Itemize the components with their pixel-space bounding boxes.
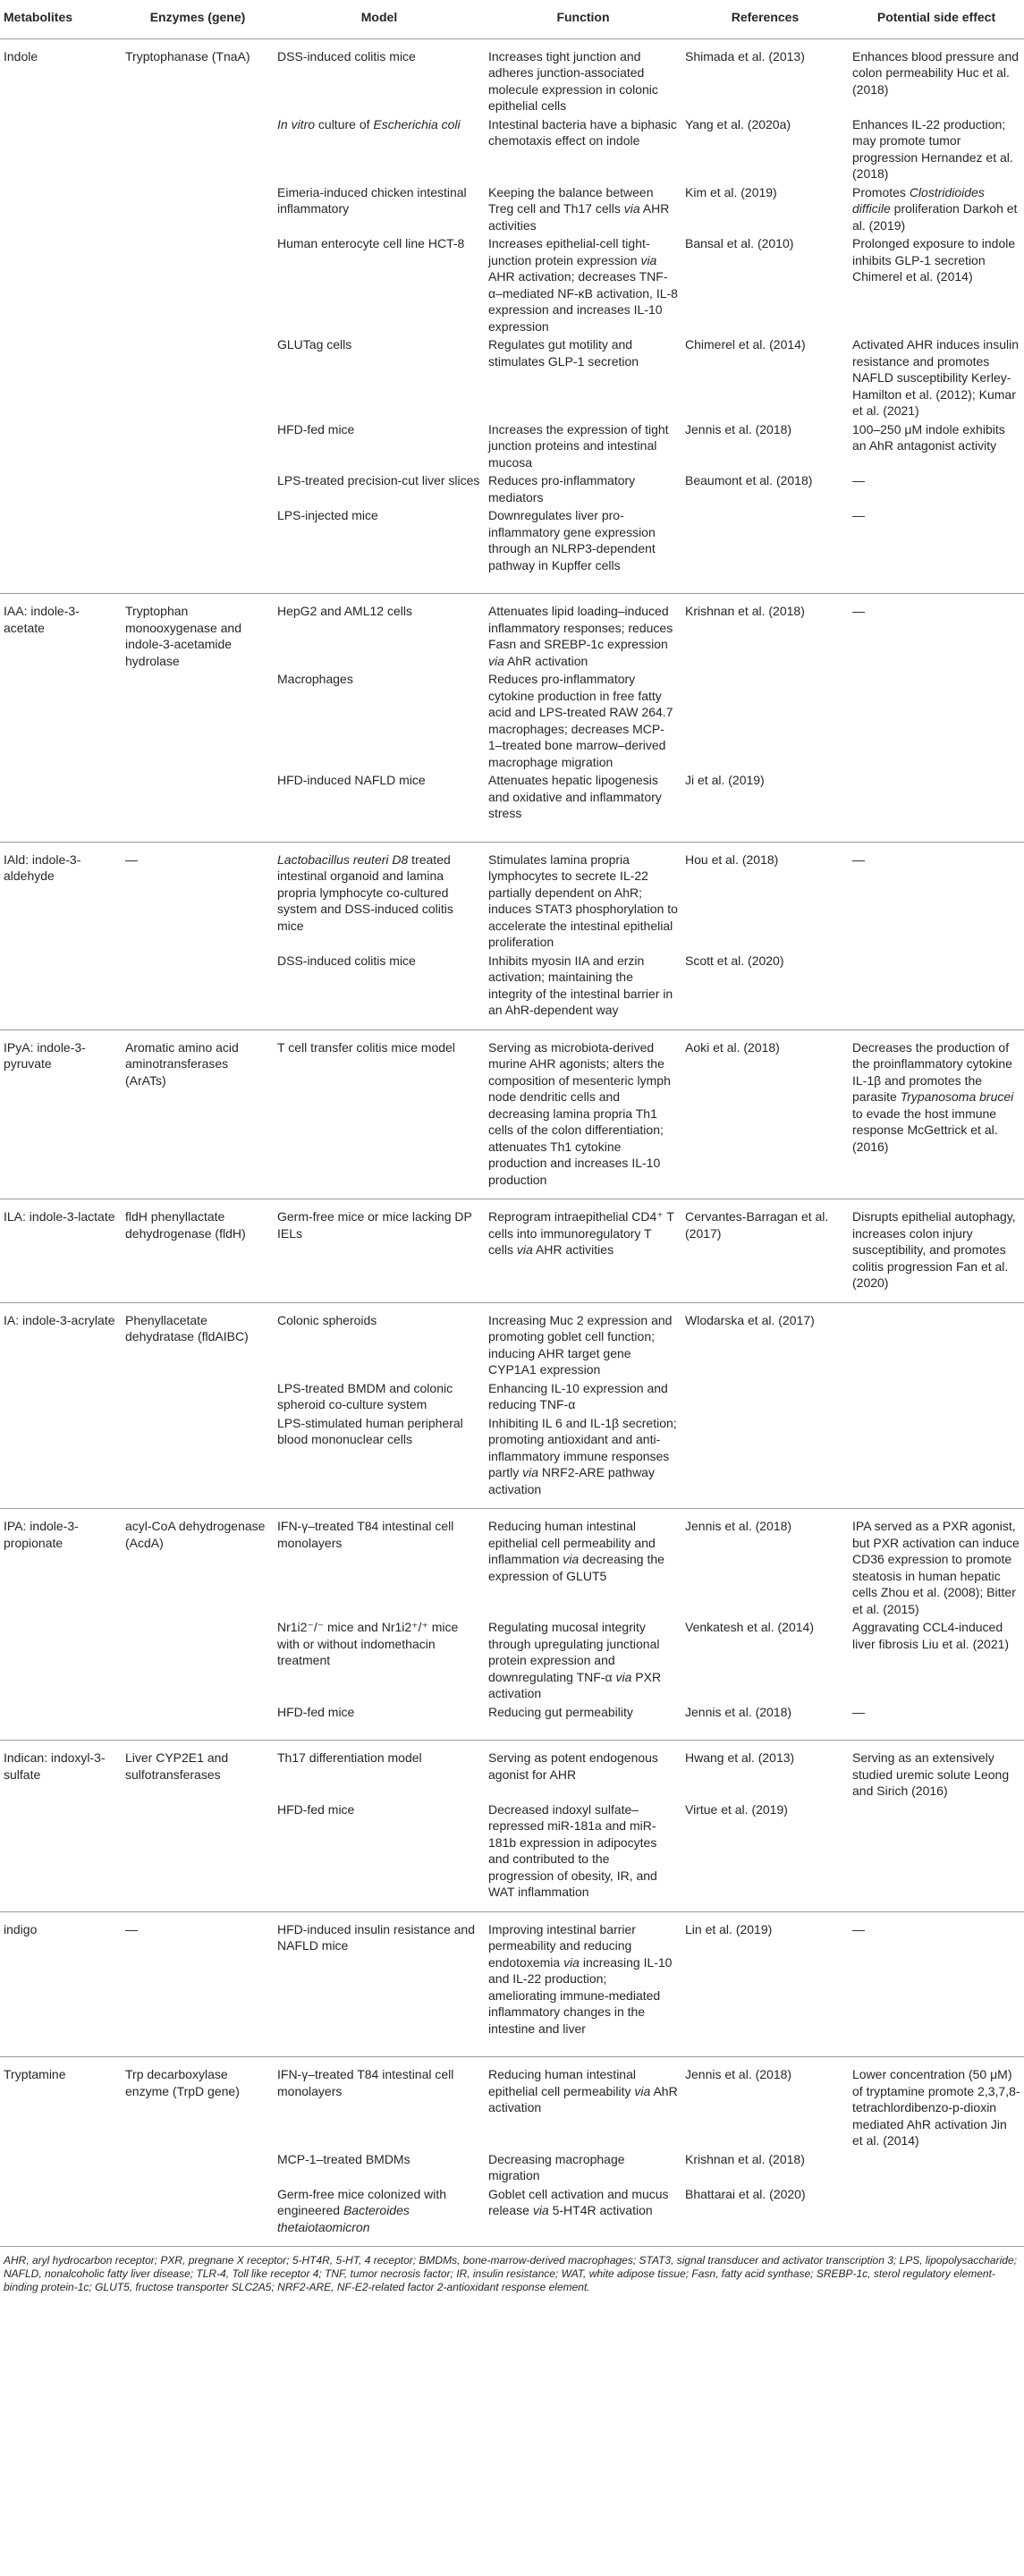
function-cell: Reducing gut permeability xyxy=(485,1702,681,1741)
function-cell: Improving intestinal barrier permeability and reducing endotoxemia via increasing IL-10 and IL-22 production; ameliorating immune-mediated inflammatory changes in the intestine and liver xyxy=(485,1911,681,2057)
table-row xyxy=(0,1702,1024,1741)
model-cell: DSS-induced colitis mice xyxy=(274,951,485,1030)
model-cell: GLUTag cells xyxy=(277,337,352,352)
table-row xyxy=(0,770,1024,842)
enzyme-cell: Phenyllacetate dehydratase (fldAIBC) xyxy=(125,1312,249,1343)
table-row xyxy=(0,1302,1024,1378)
metabolite-cell: Tryptamine xyxy=(4,2067,66,2081)
enzyme-cell: Trp decarboxylase enzyme (TrpD gene) xyxy=(125,2067,240,2098)
metabolite-cell xyxy=(0,1702,122,1741)
enzyme-cell: fldH phenyllactate dehydrogenase (fldH) xyxy=(122,1199,274,1303)
function-cell: Increasing Muc 2 expression and promoting goblet cell function; inducing AHR target gene CYP1A1 expression xyxy=(488,1312,673,1377)
model-cell: HFD-induced insulin resistance and NAFLD mice xyxy=(274,1911,485,2057)
function-cell: Reduces pro-inflammatory cytokine production in free fatty acid and LPS-treated RAW 264.7 macrophages; decreases MCP-1–treated bone marrow–derived macrophage migration xyxy=(488,672,673,769)
metabolite-cell xyxy=(0,951,122,1030)
reference-cell: Hou et al. (2018) xyxy=(685,852,779,867)
reference-cell: Cervantes-Barragan et al. (2017) xyxy=(681,1199,849,1303)
model-cell: LPS-treated precision-cut liver slices xyxy=(277,473,480,487)
table-row xyxy=(0,1378,1024,1413)
side-effect-cell: Aggravating CCL4-induced liver fibrosis Liu et al. (2021) xyxy=(852,1620,1010,1651)
enzyme-cell: Tryptophan monooxygenase and indole-3-acetamide hydrolase xyxy=(125,604,241,668)
side-effect-cell: Enhances IL-22 production; may promote tumor progression Hernandez et al. (2018) xyxy=(852,116,1013,181)
side-effect-cell: Serving as an extensively studied uremic solute Leong and Sirich (2016) xyxy=(852,1750,1010,1798)
side-effect-cell: 100–250 μM indole exhibits an AhR antagonist activity xyxy=(852,421,1005,453)
reference-cell: Krishnan et al. (2018) xyxy=(685,604,805,618)
function-cell: Increases the expression of tight junction proteins and intestinal mucosa xyxy=(488,421,669,470)
reference-cell: Venkatesh et al. (2014) xyxy=(685,1620,814,1634)
reference-cell: Wlodarska et al. (2017) xyxy=(685,1312,815,1327)
metabolite-cell xyxy=(0,669,122,770)
reference-cell: Jennis et al. (2018) xyxy=(685,421,792,436)
table-row xyxy=(0,114,1024,182)
table-row xyxy=(0,842,1024,951)
enzyme-cell xyxy=(122,335,274,419)
metabolite-cell: IAld: indole-3-aldehyde xyxy=(4,852,81,883)
model-cell: Lactobacillus reuteri D8 treated intestinal organoid and lamina propria lymphocyte co-cultured system and DSS-induced colitis mice xyxy=(277,852,453,933)
model-cell: In vitro culture of Escherichia coli xyxy=(277,116,461,131)
enzyme-cell xyxy=(122,2184,274,2247)
metabolite-cell: IA: indole-3-acrylate xyxy=(4,1312,115,1327)
function-cell: Stimulates lamina propria lymphocytes to secrete IL-22 partially dependent on AhR; induces STAT3 phosphorylation to accelerate the intestinal epithelial proliferation xyxy=(488,852,678,949)
table-row xyxy=(0,335,1024,419)
enzyme-cell xyxy=(122,1378,274,1413)
header-enzymes: Enzymes (gene) xyxy=(122,0,274,38)
table-row xyxy=(0,2057,1024,2149)
reference-cell: Scott et al. (2020) xyxy=(681,951,849,1030)
metabolite-cell: ILA: indole-3-lactate xyxy=(0,1199,122,1303)
side-effect-cell xyxy=(849,951,1024,1030)
metabolite-cell: indigo xyxy=(0,1911,122,2057)
table-row xyxy=(0,38,1024,114)
reference-cell: Aoki et al. (2018) xyxy=(681,1030,849,1199)
model-cell: HepG2 and AML12 cells xyxy=(277,604,412,618)
model-cell: HFD-fed mice xyxy=(277,421,355,436)
table-row xyxy=(0,951,1024,1030)
header-side-effect: Potential side effect xyxy=(849,0,1024,38)
function-cell: Enhancing IL-10 expression and reducing TNF-α xyxy=(488,1380,668,1411)
table-row xyxy=(0,1509,1024,1618)
reference-cell: Krishnan et al. (2018) xyxy=(685,2151,805,2166)
side-effect-cell: Enhances blood pressure and colon permeability Huc et al. (2018) xyxy=(852,48,1020,97)
model-cell: Germ-free mice or mice lacking DP IELs xyxy=(274,1199,485,1303)
model-cell: HFD-fed mice xyxy=(274,1702,485,1741)
function-cell: Reducing human intestinal epithelial cell permeability and inflammation via decreasing the expression of GLUT5 xyxy=(488,1519,664,1583)
model-cell: LPS-stimulated human peripheral blood mononuclear cells xyxy=(274,1413,485,1509)
header-row xyxy=(0,0,1024,38)
model-cell: IFN-γ–treated T84 intestinal cell monolayers xyxy=(277,2067,454,2098)
table-row xyxy=(0,669,1024,770)
table-footnote: AHR, aryl hydrocarbon receptor; PXR, pregnane X receptor; 5-HT4R, 5-HT, 4 receptor; BMDMs, bone-marrow-derived macrophages; STAT3, signal transducer and activator transcription 3; LPS, lipopolysaccharide; NAFLD, nonalcoholic fatty liver disease; TLR-4, Toll like receptor 4; TNF, tumor necrosis factor; IR, insulin resistance; WAT, white adipose tissue; Fasn, fatty acid synthase; SREBP-1c, sterol regulatory element-binding protein-1c; GLUT5, fructose transporter SLC2A5; NRF2-ARE, NF-E2-related factor 2-antioxidant response element. xyxy=(4,2254,1017,2293)
metabolite-cell xyxy=(0,505,122,594)
table-row xyxy=(0,2184,1024,2247)
side-effect-cell: Decreases the production of the proinflammatory cytokine IL-1β and promotes the parasite Trypanosoma brucei to evade the host immune response McGettrick et al. (2016) xyxy=(849,1030,1024,1199)
enzyme-cell: Liver CYP2E1 and sulfotransferases xyxy=(125,1750,229,1782)
function-cell: Goblet cell activation and mucus release via 5-HT4R activation xyxy=(485,2184,681,2247)
header-model: Model xyxy=(274,0,485,38)
reference-cell: Shimada et al. (2013) xyxy=(685,48,805,64)
side-effect-cell xyxy=(849,2184,1024,2247)
function-cell: Attenuates lipid loading–induced inflammatory responses; reduces Fasn and SREBP-1c expression via AhR activation xyxy=(488,604,673,668)
function-cell: Serving as potent endogenous agonist for AHR xyxy=(488,1750,658,1782)
table-row xyxy=(0,1617,1024,1702)
model-cell: Eimeria-induced chicken intestinal inflammatory xyxy=(277,184,467,216)
metabolite-cell xyxy=(0,1413,122,1509)
enzyme-cell: — xyxy=(122,1911,274,2057)
reference-cell: Beaumont et al. (2018) xyxy=(685,473,813,487)
reference-cell: Jennis et al. (2018) xyxy=(681,1702,849,1741)
side-effect-cell: — xyxy=(849,1911,1024,2057)
metabolite-cell xyxy=(0,2149,122,2184)
model-cell: Macrophages xyxy=(277,672,353,686)
model-cell: Germ-free mice colonized with engineered Bacteroides thetaiotaomicron xyxy=(274,2184,485,2247)
function-cell: Reducing human intestinal epithelial cell permeability via AhR activation xyxy=(488,2067,678,2114)
reference-cell: Bhattarai et al. (2020) xyxy=(681,2184,849,2247)
side-effect-cell xyxy=(849,1413,1024,1509)
table-row xyxy=(0,1030,1024,1199)
metabolite-cell xyxy=(0,1800,122,1912)
side-effect-cell xyxy=(849,1302,1024,1378)
reference-cell: Lin et al. (2019) xyxy=(681,1911,849,2057)
side-effect-cell: — xyxy=(852,604,865,618)
reference-cell: Virtue et al. (2019) xyxy=(681,1800,849,1912)
table-row xyxy=(0,1800,1024,1912)
side-effect-cell: — xyxy=(849,1702,1024,1741)
side-effect-cell xyxy=(849,669,1024,770)
side-effect-cell xyxy=(849,1378,1024,1413)
metabolite-cell xyxy=(0,2184,122,2247)
metabolite-cell: Indole xyxy=(4,48,38,64)
function-cell: Attenuates hepatic lipogenesis and oxidative and inflammatory stress xyxy=(485,770,681,842)
metabolite-cell xyxy=(0,182,122,234)
side-effect-cell: Activated AHR induces insulin resistance and promotes NAFLD susceptibility Kerley-Hamilton et al. (2012); Kumar et al. (2021) xyxy=(852,337,1019,418)
model-cell: Colonic spheroids xyxy=(277,1312,377,1327)
reference-cell: Hwang et al. (2013) xyxy=(685,1750,795,1765)
function-cell: Inhibits myosin IIA and erzin activation; maintaining the integrity of the intestinal barrier in an AhR-dependent way xyxy=(485,951,681,1030)
side-effect-cell: Prolonged exposure to indole inhibits GLP-1 secretion Chimerel et al. (2014) xyxy=(852,236,1016,284)
model-cell: LPS-treated BMDM and colonic spheroid co-culture system xyxy=(277,1380,453,1411)
reference-cell: Jennis et al. (2018) xyxy=(685,1519,792,1533)
function-cell: Decreasing macrophage migration xyxy=(488,2151,625,2182)
table-row xyxy=(0,1741,1024,1800)
enzyme-cell xyxy=(122,114,274,182)
function-cell: Increases epithelial-cell tight-junction protein expression via AHR activation; decreases TNF-α–mediated NF-κB activation, IL-8 expression and increases IL-10 expression xyxy=(488,236,678,334)
enzyme-cell xyxy=(122,1413,274,1509)
metabolite-cell xyxy=(0,1378,122,1413)
model-cell: T cell transfer colitis mice model xyxy=(274,1030,485,1199)
function-cell: Inhibiting IL 6 and IL-1β secretion; promoting antioxidant and anti-inflammatory immune responses partly via NRF2-ARE pathway activation xyxy=(485,1413,681,1509)
model-cell: Th17 differentiation model xyxy=(277,1750,422,1765)
metabolite-cell: IPA: indole-3-propionate xyxy=(4,1519,79,1550)
table-row xyxy=(0,1413,1024,1509)
table-row xyxy=(0,182,1024,234)
enzyme-cell xyxy=(122,2149,274,2184)
function-cell: Downregulates liver pro-inflammatory gene expression through an NLRP3-dependent pathway in Kupffer cells xyxy=(485,505,681,594)
metabolite-cell xyxy=(0,770,122,842)
table-body xyxy=(0,38,1024,2247)
enzyme-cell xyxy=(122,182,274,234)
side-effect-cell: Lower concentration (50 μM) of tryptamine promote 2,3,7,8-tetrachlordibenzo-p-dioxin mediated AhR activation Jin et al. (2014) xyxy=(852,2067,1020,2148)
enzyme-cell xyxy=(122,419,274,471)
model-cell: HFD-induced NAFLD mice xyxy=(274,770,485,842)
reference-cell: Jennis et al. (2018) xyxy=(685,2067,792,2081)
function-cell: Regulating mucosal integrity through upregulating junctional protein expression and downregulating TNF-α via PXR activation xyxy=(488,1620,662,1700)
metabolite-cell xyxy=(0,233,122,335)
reference-cell xyxy=(681,1413,849,1509)
side-effect-cell xyxy=(849,2149,1024,2184)
side-effect-cell: — xyxy=(852,852,865,867)
reference-cell xyxy=(681,505,849,594)
enzyme-cell xyxy=(122,669,274,770)
table-row xyxy=(0,419,1024,471)
enzyme-cell: acyl-CoA dehydrogenase (AcdA) xyxy=(125,1519,266,1550)
metabolite-cell: IPyA: indole-3-pyruvate xyxy=(0,1030,122,1199)
reference-cell: Ji et al. (2019) xyxy=(681,770,849,842)
side-effect-cell: IPA served as a PXR agonist, but PXR activation can induce CD36 expression to promote steatosis in human hepatic cells Zhou et al. (2008); Bitter et al. (2015) xyxy=(852,1519,1020,1616)
model-cell: Human enterocyte cell line HCT-8 xyxy=(277,236,465,250)
function-cell: Decreased indoxyl sulfate–repressed miR-181a and miR-181b expression in adipocytes and contributed to the progression of obesity, IR, and WAT inflammation xyxy=(485,1800,681,1912)
function-cell: Reduces pro-inflammatory mediators xyxy=(488,473,636,504)
table-row xyxy=(0,1911,1024,2057)
reference-cell: Kim et al. (2019) xyxy=(685,184,777,199)
table-row xyxy=(0,1199,1024,1303)
reference-cell: Yang et al. (2020a) xyxy=(685,116,791,131)
header-references: References xyxy=(681,0,849,38)
model-cell: Nr1i2⁻/⁻ mice and Nr1i2⁺/⁺ mice with or without indomethacin treatment xyxy=(277,1620,459,1667)
enzyme-cell xyxy=(122,1800,274,1912)
model-cell: MCP-1–treated BMDMs xyxy=(277,2151,410,2166)
enzyme-cell: Tryptophanase (TnaA) xyxy=(125,48,250,64)
function-cell: Intestinal bacteria have a biphasic chemotaxis effect on indole xyxy=(488,116,677,148)
enzyme-cell: — xyxy=(125,852,138,867)
function-cell: Regulates gut motility and stimulates GLP-1 secretion xyxy=(488,337,639,369)
enzyme-cell xyxy=(122,951,274,1030)
function-cell: Increases tight junction and adheres junction-associated molecule expression in colonic epithelial cells xyxy=(488,48,658,113)
model-cell: IFN-γ–treated T84 intestinal cell monolayers xyxy=(277,1519,454,1550)
table-row xyxy=(0,470,1024,505)
side-effect-cell: Promotes Clostridioides difficile proliferation Darkoh et al. (2019) xyxy=(852,184,1018,233)
enzyme-cell xyxy=(122,1617,274,1702)
enzyme-cell: Aromatic amino acid aminotransferases (ArATs) xyxy=(122,1030,274,1199)
side-effect-cell: Disrupts epithelial autophagy, increases colon injury susceptibility, and promotes colitis progression Fan et al. (2020) xyxy=(849,1199,1024,1303)
enzyme-cell xyxy=(122,770,274,842)
model-cell: HFD-fed mice xyxy=(274,1800,485,1912)
side-effect-cell: — xyxy=(849,505,1024,594)
enzyme-cell xyxy=(122,470,274,505)
metabolite-cell: IAA: indole-3-acetate xyxy=(4,604,80,635)
reference-cell xyxy=(681,1378,849,1413)
enzyme-cell xyxy=(122,1702,274,1741)
metabolite-cell: Indican: indoxyl-3-sulfate xyxy=(4,1750,106,1782)
reference-cell xyxy=(681,669,849,770)
enzyme-cell xyxy=(122,233,274,335)
side-effect-cell: — xyxy=(852,473,865,487)
table-row xyxy=(0,2149,1024,2184)
side-effect-cell xyxy=(849,770,1024,842)
header-function: Function xyxy=(485,0,681,38)
metabolite-cell xyxy=(0,335,122,419)
table-row xyxy=(0,505,1024,594)
model-cell: LPS-injected mice xyxy=(274,505,485,594)
metabolite-cell xyxy=(0,470,122,505)
reference-cell: Bansal et al. (2010) xyxy=(685,236,794,250)
metabolite-cell xyxy=(0,419,122,471)
metabolite-cell xyxy=(0,1617,122,1702)
header-metabolites: Metabolites xyxy=(0,0,122,38)
side-effect-cell xyxy=(849,1800,1024,1912)
enzyme-cell xyxy=(122,505,274,594)
reference-cell: Chimerel et al. (2014) xyxy=(685,337,806,352)
table-row xyxy=(0,594,1024,670)
function-cell: Serving as microbiota-derived murine AHR agonists; alters the composition of mesenteric lymph node dendritic cells and decreasing lamina propria Th1 cells of the colon differentiation; attenuates Th1 cytokine production and increases IL-10 production xyxy=(485,1030,681,1199)
table-row xyxy=(0,233,1024,335)
model-cell: DSS-induced colitis mice xyxy=(277,48,416,64)
metabolite-cell xyxy=(0,114,122,182)
function-cell: Reprogram intraepithelial CD4⁺ T cells into immunoregulatory T cells via AHR activities xyxy=(485,1199,681,1303)
function-cell: Keeping the balance between Treg cell and Th17 cells via AHR activities xyxy=(488,184,670,233)
